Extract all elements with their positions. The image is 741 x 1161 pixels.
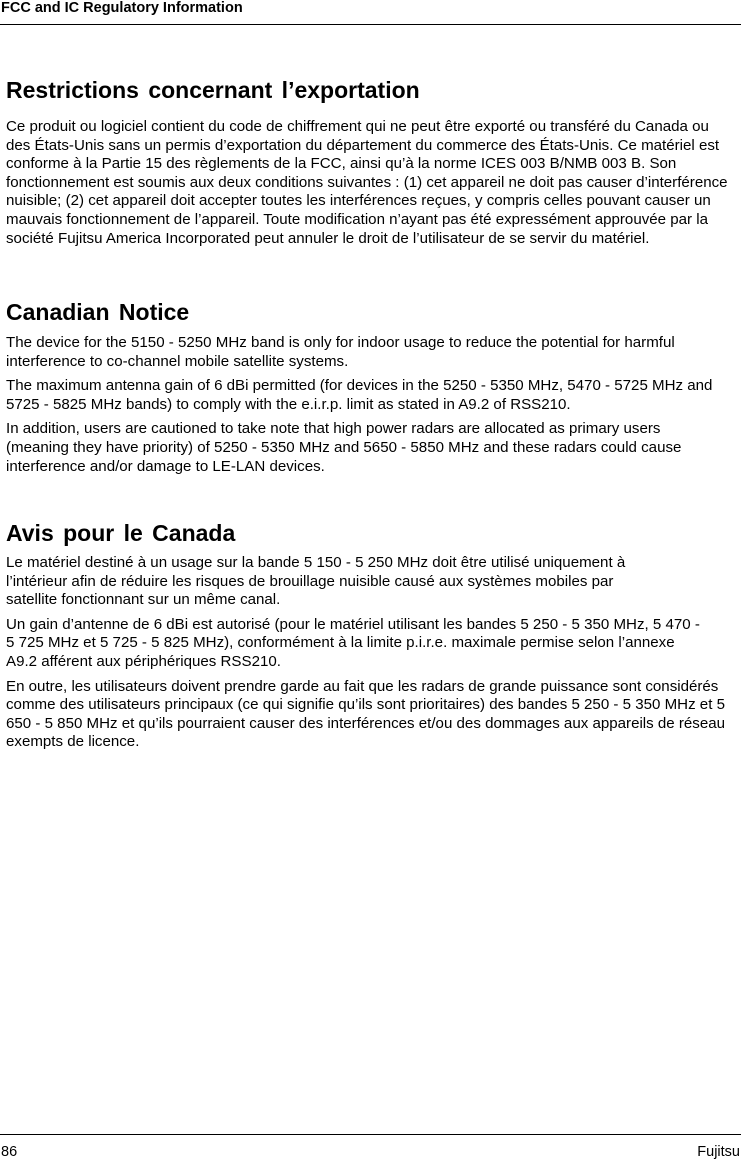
page-number: 86 (1, 1144, 18, 1160)
page-footer (0, 1134, 741, 1160)
section-paragraph: Le matériel destiné à un usage sur la bande 5 150 - 5 250 MHz doit être utilisé uniquement à l’intérieur afin de réduire les risques de brouillage nuisible causé aux systèmes mobiles par satellite fonctionnant sur un même canal. (6, 554, 626, 609)
section-heading: Canadian Notice (6, 299, 190, 325)
section-canadian-notice (6, 298, 736, 476)
section-paragraph: The maximum antenna gain of 6 dBi permitted (for devices in the 5250 - 5350 MHz, 5470 - 5725 MHz and 5725 - 5825 MHz bands) to comply with the e.i.r.p. limit as stated in A9.2 of RSS210. (6, 377, 713, 413)
section-heading: Restrictions concernant l’exportation (6, 77, 420, 103)
running-header-title: FCC and IC Regulatory Information (1, 0, 243, 16)
footer-brand: Fujitsu (697, 1144, 740, 1160)
section-export-restrictions (6, 76, 736, 248)
section-paragraph: Ce produit ou logiciel contient du code de chiffrement qui ne peut être exporté ou transféré du Canada ou des États-Unis sans un permis d’exportation du département du commerce des États-Unis. Ce matériel est conforme à la Partie 15 des règlements de la FCC, ainsi qu’à la norme ICES 003 B/NMB 003 B. Son fonctionnement est soumis aux deux conditions suivantes : (1) cet appareil ne doit pas causer d’interférence nuisible; (2) cet appareil doit accepter toutes les interférences reçues, y compris celles pouvant causer un mauvais fonctionnement de l’appareil. Toute modification n’ayant pas été expressément approuvée par la société Fujitsu America Incorporated peut annuler le droit de l’utilisateur de se servir du matériel. (6, 118, 728, 247)
section-paragraph: In addition, users are cautioned to take note that high power radars are allocated as primary users (meaning they have priority) of 5250 - 5350 MHz and 5650 - 5850 MHz and these radars could cause interference and/or damage to LE-LAN devices. (6, 420, 682, 475)
section-paragraph: The device for the 5150 - 5250 MHz band is only for indoor usage to reduce the potential for harmful interference to co-channel mobile satellite systems. (6, 334, 675, 370)
running-header (0, 0, 741, 25)
section-avis-canada (6, 519, 736, 752)
section-paragraph: En outre, les utilisateurs doivent prendre garde au fait que les radars de grande puissance sont considérés comme des utilisateurs principaux (ce qui signifie qu’ils sont prioritaires) des bandes 5 250 - 5 350 MHz et 5 650 - 5 850 MHz et qu’ils pourraient causer des interférences et/ou des dommages aux appareils de réseau exempts de licence. (6, 677, 726, 751)
section-paragraph: Un gain d’antenne de 6 dBi est autorisé (pour le matériel utilisant les bandes 5 250 - 5 350 MHz, 5 470 - 5 725 MHz et 5 725 - 5 825 MHz), conformément à la limite p.i.r.e. maximale permise selon l’annexe A9.2 afférent aux périphériques RSS210. (6, 615, 700, 670)
section-heading: Avis pour le Canada (6, 520, 236, 546)
